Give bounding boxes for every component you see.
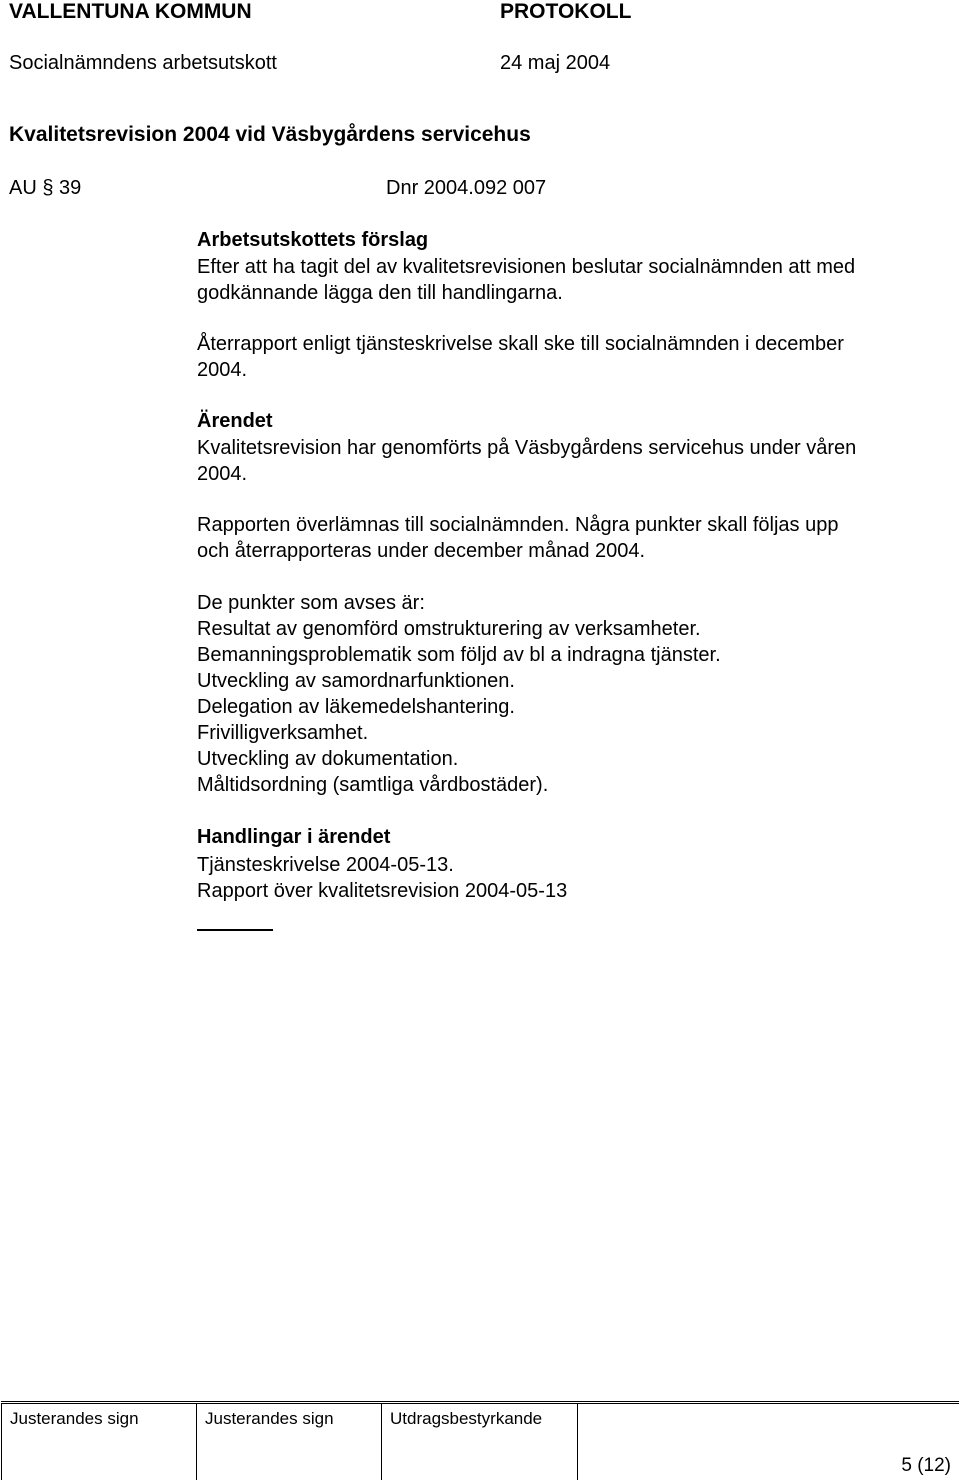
signature-footer (1, 1401, 959, 1480)
page-number-box (578, 1404, 959, 1480)
proposal-text-line-3: Återrapport enligt tjänsteskrivelse skall ske till socialnämnden i december (197, 333, 844, 355)
signature-box-1 (1, 1404, 197, 1480)
documents-heading: Handlingar i ärendet (197, 826, 391, 848)
meeting-date: 24 maj 2004 (500, 52, 611, 74)
list-item: Måltidsordning (samtliga vårdbostäder). (197, 774, 549, 796)
matter-heading: Ärendet (197, 410, 273, 432)
closing-rule (197, 929, 273, 931)
certified-extract-box (382, 1404, 578, 1480)
signature-label: Justerandes sign (10, 1409, 139, 1428)
page-number: 5 (12) (901, 1455, 951, 1476)
case-paragraph-number: AU § 39 (9, 177, 82, 199)
document-title: Kvalitetsrevision 2004 vid Väsbygårdens servicehus (9, 123, 531, 146)
list-item: Resultat av genomförd omstrukturering av verksamheter. (197, 618, 701, 640)
proposal-text-line-4: 2004. (197, 359, 248, 381)
signature-label: Justerandes sign (205, 1409, 334, 1428)
documents-list (197, 852, 567, 904)
list-item: Utveckling av samordnarfunktionen. (197, 670, 515, 692)
list-item: Rapport över kvalitetsrevision 2004-05-13 (197, 880, 568, 902)
list-item: Bemanningsproblematik som följd av bl a indragna tjänster. (197, 644, 721, 666)
proposal-text-line-2: godkännande lägga den till handlingarna. (197, 282, 563, 304)
points-list (197, 616, 721, 798)
matter-text-line-4: och återrapporteras under december månad 2004. (197, 540, 646, 562)
case-registration-number: Dnr 2004.092 007 (386, 177, 547, 199)
proposal-heading: Arbetsutskottets förslag (197, 229, 429, 251)
certified-extract-label: Utdragsbestyrkande (390, 1409, 543, 1428)
list-item: Delegation av läkemedelshantering. (197, 696, 515, 718)
matter-text-line-3: Rapporten överlämnas till socialnämnden. Några punkter skall följas upp (197, 514, 839, 536)
proposal-text-line-1: Efter att ha tagit del av kvalitetsrevisionen beslutar socialnämnden att med (197, 256, 856, 278)
signature-box-2 (197, 1404, 382, 1480)
matter-text-line-1: Kvalitetsrevision har genomförts på Väsbygårdens servicehus under våren (197, 437, 857, 459)
points-intro: De punkter som avses är: (197, 592, 425, 614)
list-item: Utveckling av dokumentation. (197, 748, 459, 770)
list-item: Frivilligverksamhet. (197, 722, 369, 744)
committee-name: Socialnämndens arbetsutskott (9, 52, 277, 74)
organization-name: VALLENTUNA KOMMUN (9, 0, 252, 23)
matter-text-line-2: 2004. (197, 463, 248, 485)
document-type: PROTOKOLL (500, 0, 632, 23)
list-item: Tjänsteskrivelse 2004-05-13. (197, 854, 454, 876)
